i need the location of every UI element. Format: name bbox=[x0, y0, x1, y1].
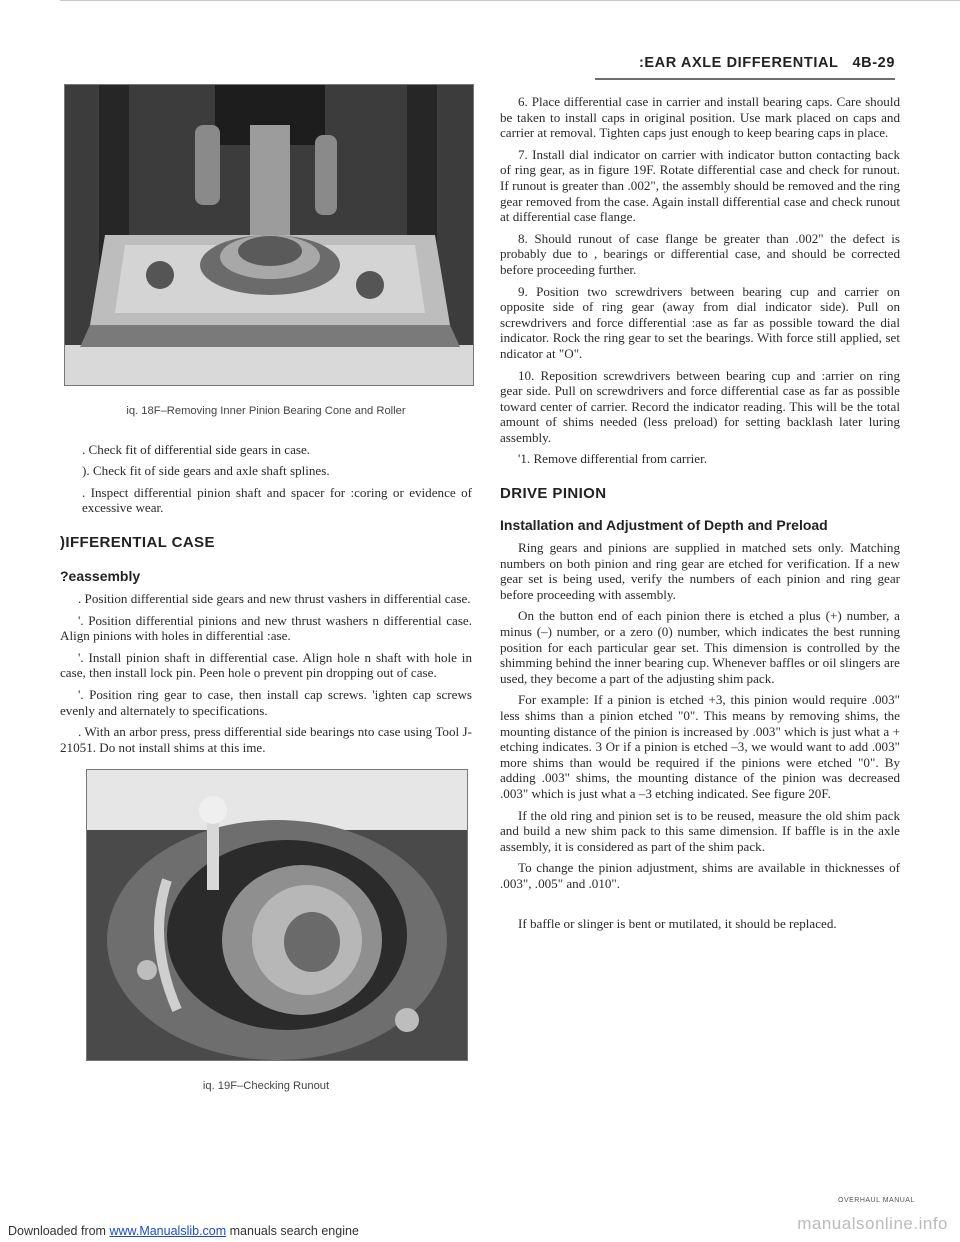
subheading-reassembly: ?eassembly bbox=[60, 567, 141, 584]
section-heading-differential-case: )IFFERENTIAL CASE bbox=[60, 533, 215, 551]
body-paragraph: If the old ring and pinion set is to be reused, measure the old shim pack and build a new shim pack to this same dimension. If baffle is in the axle assembly, it is considered as part of the shim pack. bbox=[500, 807, 900, 854]
header-section-title: :EAR AXLE DIFFERENTIAL bbox=[638, 55, 839, 71]
reassembly-step: . Position differential side gears and new thrust vashers in differential case. bbox=[78, 590, 471, 606]
procedure-step: 9. Position two screwdrivers between bearing cup and carrier on opposite side of ring gear (away from dial indicator side). Pull on screwdrivers and force differential :ase as far as possible toward the dial indicator. Rock the ring gear to set the bearings. With force still applied, set ndicator at "O". bbox=[500, 283, 900, 361]
manual-footer-label: OVERHAUL MANUAL bbox=[838, 1197, 915, 1204]
reassembly-step: '. Install pinion shaft in differential case. Align hole n shaft with hole in case, then install lock pin. Peen hole o prevent pin dropping out of case. bbox=[60, 649, 472, 681]
reassembly-step: '. Position ring gear to case, then install cap screws. 'ighten cap screws evenly and alternately to specifications. bbox=[60, 686, 472, 718]
watermark: manualsonline.info bbox=[797, 1214, 948, 1233]
top-rule bbox=[60, 0, 960, 1]
figure-18f-photo bbox=[64, 84, 474, 386]
left-column bbox=[60, 84, 472, 1095]
removing-inner-pinion-bearing-photo-icon bbox=[65, 85, 473, 385]
reassembly-step: '. Position differential pinions and new thrust washers n differential case. Align pinions with holes in differential :ase. bbox=[60, 612, 472, 644]
body-paragraph: For example: If a pinion is etched +3, this pinion would require .003" less shims than a pinion etched "0". This means by removing shims, the mounting distance of the pinion is increased by .003" which is just what a + etching indicates. 3 Or if a pinion is etched –3, we would want to add .003" more shims than would be required if the pinions were etched "0". By adding .003" shims, the mounting distance of the pinion was decreased .003" which is just what a –3 etching indicated. See figure 20F. bbox=[500, 692, 900, 801]
header-rule bbox=[595, 78, 895, 80]
reassembly-steps bbox=[60, 591, 472, 755]
page-number: 4B-29 bbox=[852, 55, 895, 71]
procedure-step: 7. Install dial indicator on carrier with indicator button contacting back of ring gear, as in figure 19F. Rotate differential case and check for runout. If runout is greater than .002", the assembly should be removed and the ring gear removed from the case. Again install differential case and check runout at differential case flange. bbox=[500, 146, 900, 225]
check-list bbox=[60, 442, 472, 516]
checking-runout-photo-icon bbox=[87, 770, 467, 1060]
manualslib-link[interactable]: www.Manualslib.com bbox=[109, 1224, 227, 1238]
figure-19f-caption: iq. 19F–Checking Runout bbox=[202, 1080, 330, 1093]
body-paragraph: If baffle or slinger is bent or mutilated, it should be replaced. bbox=[518, 915, 837, 931]
download-footer bbox=[8, 1224, 359, 1238]
body-paragraph: On the button end of each pinion there is etched a plus (+) number, a minus (–) number, or a zero (0) number, which indicates the best running position for each particular gear set. This dimension is controlled by the shimming behind the inner bearing cup. Whenever baffles or oil slingers are used, they become a part of the adjusting shim pack. bbox=[500, 608, 900, 686]
check-item: ). Check fit of side gears and axle shaft splines. bbox=[82, 463, 330, 479]
right-column bbox=[500, 94, 900, 937]
procedure-step: '1. Remove differential from carrier. bbox=[518, 451, 707, 467]
download-suffix: manuals search engine bbox=[226, 1224, 359, 1238]
body-paragraph: To change the pinion adjustment, shims are available in thicknesses of .003", .005" and .010". bbox=[500, 860, 900, 891]
figure-18f-caption: iq. 18F–Removing Inner Pinion Bearing Cone and Roller bbox=[126, 405, 406, 417]
subheading-installation-adjustment: Installation and Adjustment of Depth and Preload bbox=[500, 517, 828, 534]
figure-19f-photo bbox=[86, 769, 468, 1061]
page-header bbox=[590, 55, 895, 71]
procedure-step: 6. Place differential case in carrier and install bearing caps. Care should be taken to install caps in original position. Use mark placed on caps and carrier at removal. Tighten caps just enough to keep bearing caps in place. bbox=[500, 94, 900, 141]
procedure-step: 10. Reposition screwdrivers between bearing cup and :arrier on ring gear side. Pull on screwdrivers and force differential case as far as possible toward center of carrier. Record the indicator reading. This will be the total amount of shims needed (less preload) for setting backlash later luring assembly. bbox=[500, 367, 900, 445]
check-item: . Inspect differential pinion shaft and spacer for :coring or evidence of excessive wear. bbox=[82, 484, 472, 516]
download-prefix: Downloaded from bbox=[8, 1224, 110, 1238]
body-paragraph: Ring gears and pinions are supplied in matched sets only. Matching numbers on both pinion and ring gear are etched for verification. If a new gear set is being used, verify the numbers of each pinion and ring gear before proceeding with assembly. bbox=[500, 540, 900, 602]
section-heading-drive-pinion: DRIVE PINION bbox=[500, 485, 607, 503]
reassembly-step: . With an arbor press, press differential side bearings nto case using Tool J-21051. Do not install shims at this ime. bbox=[60, 724, 472, 755]
procedure-step: 8. Should runout of case flange be greater than .002" the defect is probably due to , bearings or differential case, and should be corrected before proceeding further. bbox=[500, 230, 900, 277]
check-item: . Check fit of differential side gears in case. bbox=[82, 441, 311, 457]
